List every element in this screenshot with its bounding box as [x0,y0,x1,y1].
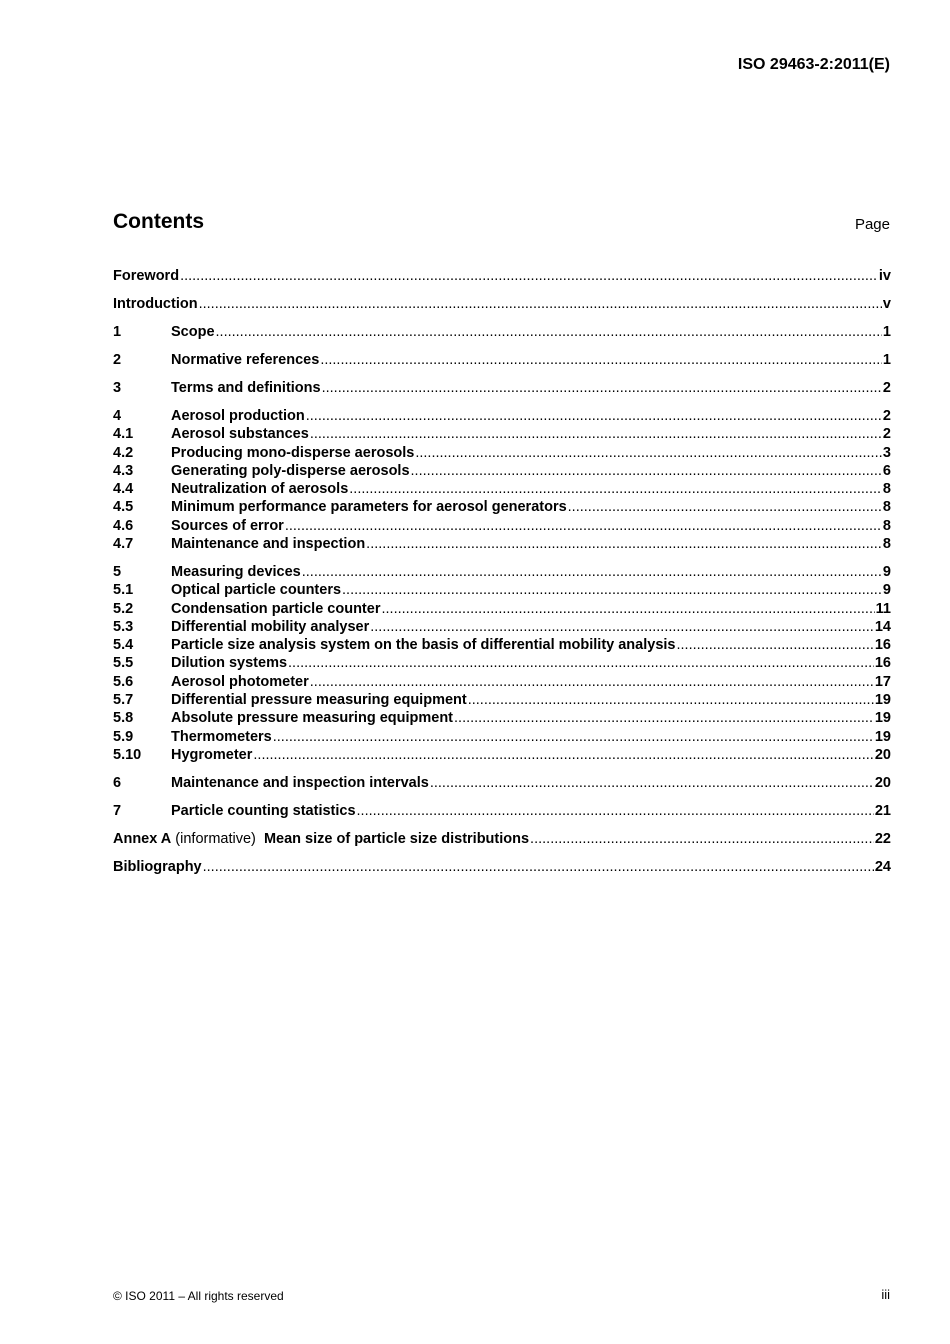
toc-entry-number: 5 [113,563,122,580]
toc-entry-title: Sources of error [171,517,284,534]
toc-dot-leader [381,601,874,617]
toc-entry-page: 8 [882,481,891,498]
toc-entry-title: Bibliography [113,858,202,875]
toc-entry-title: Aerosol photometer [171,673,309,690]
toc-entry-number: 2 [113,351,122,368]
toc-entry-title: Optical particle counters [171,582,342,599]
toc-entry[interactable] [113,426,891,444]
toc-entry-title: Particle size analysis system on the basis of differential mobility analysis [171,637,676,654]
toc-entry-title: Foreword [113,268,180,284]
toc-entry[interactable] [113,408,891,426]
toc-entry-page: 8 [882,499,891,516]
toc-entry-title: Thermometers [171,728,272,745]
toc-entry-page: 2 [882,407,891,424]
toc-entry-title: Minimum performance parameters for aerosol generators [171,499,567,516]
toc-entry-page: 16 [874,655,891,672]
toc-dot-leader [288,655,874,671]
toc-entry[interactable] [113,582,891,600]
toc-dot-leader [310,674,874,690]
toc-entry-page: 8 [882,536,891,552]
toc-entry-number: 4 [113,407,122,424]
toc-entry-number: 6 [113,774,122,791]
toc-dot-leader [430,775,874,791]
page-number: iii [881,1287,890,1302]
toc-entry[interactable] [113,710,891,728]
toc-dot-leader [357,803,874,819]
toc-entry-page: 9 [882,563,891,580]
toc-entry-page: 16 [874,637,891,654]
contents-heading: Contents [113,210,204,233]
toc-entry-number: 4.3 [113,462,134,479]
toc-entry-page: 2 [882,379,891,396]
annex-type: (informative) [171,830,264,847]
toc-entry-title: Dilution systems [171,655,288,672]
toc-entry-page: 17 [874,673,891,690]
toc-dot-leader [322,380,882,396]
toc-entry-page: 6 [882,462,891,479]
toc-entry-page: 22 [874,830,891,847]
annex-title: Mean size of particle size distributions [263,830,530,847]
toc-entry-page: 11 [875,600,891,617]
toc-dot-leader [454,710,874,726]
toc-entry[interactable] [113,831,891,849]
toc-dot-leader [216,324,882,340]
toc-entry-number: 5.3 [113,618,134,635]
toc-entry-title: Normative references [171,351,320,368]
toc-entry-title: Measuring devices [171,563,301,580]
toc-entry-number: 4.1 [113,426,134,443]
toc-entry-number: 1 [113,323,122,340]
toc-entry-number: 5.5 [113,655,134,672]
toc-entry[interactable] [113,655,891,673]
toc-entry-title: Absolute pressure measuring equipment [171,710,454,727]
toc-entry[interactable] [113,619,891,637]
toc-entry[interactable] [113,518,891,536]
toc-dot-leader [370,619,874,635]
toc-entry[interactable] [113,380,891,398]
toc-dot-leader [366,536,882,552]
toc-entry-page: 1 [882,351,891,368]
toc-entry-number: 5.8 [113,710,134,727]
toc-entry-page: 3 [882,444,891,461]
toc-entry[interactable] [113,324,891,342]
toc-entry-title: Terms and definitions [171,379,321,396]
toc-entry[interactable] [113,445,891,463]
toc-entry[interactable] [113,775,891,793]
toc-entry-title: Maintenance and inspection [171,536,366,552]
toc-entry[interactable] [113,674,891,692]
toc-entry-number: 4.4 [113,481,134,498]
toc-dot-leader [310,426,882,442]
document-id: ISO 29463-2:2011(E) [737,56,890,73]
toc-dot-leader [306,408,882,424]
toc-dot-leader [253,747,873,763]
toc-entry-page: 20 [874,746,891,763]
toc-entry-page: 9 [882,582,891,599]
toc-entry-page: 19 [874,728,891,745]
toc-entry-title [113,831,529,847]
toc-entry-number: 4.7 [113,536,134,552]
page-column-label: Page [854,216,890,233]
toc-dot-leader [320,352,882,368]
toc-entry-page: 21 [874,802,891,819]
toc-entry[interactable] [113,859,891,877]
table-of-contents [113,268,891,877]
toc-entry-number: 5.7 [113,692,134,709]
toc-entry-page: v [882,295,891,312]
toc-dot-leader [285,518,882,534]
toc-dot-leader [302,564,882,580]
toc-entry-page: 19 [874,710,891,727]
toc-entry-number: 5.9 [113,728,134,745]
toc-entry-page: 20 [874,774,891,791]
toc-entry[interactable] [113,729,891,747]
toc-dot-leader [530,831,874,847]
toc-entry-title: Differential mobility analyser [171,618,370,635]
toc-entry-page: 2 [882,426,891,443]
toc-entry[interactable] [113,564,891,582]
toc-entry-title: Particle counting statistics [171,802,356,819]
toc-entry-title: Introduction [113,295,198,312]
toc-dot-leader [342,582,882,598]
toc-entry-number: 4.5 [113,499,134,516]
toc-entry-number: 4.2 [113,444,134,461]
toc-dot-leader [349,481,882,497]
toc-dot-leader [180,268,878,284]
toc-entry-page: 1 [882,323,891,340]
toc-entry[interactable] [113,747,891,765]
toc-dot-leader [676,637,873,653]
toc-dot-leader [568,499,882,515]
copyright-notice: © ISO 2011 – All rights reserved [113,1289,284,1303]
toc-entry[interactable] [113,352,891,370]
toc-entry[interactable] [113,268,891,286]
toc-entry-title: Hygrometer [171,746,253,763]
toc-entry-title: Differential pressure measuring equipment [171,692,467,709]
toc-entry[interactable] [113,803,891,821]
toc-entry-number: 5.6 [113,673,134,690]
toc-entry-page: 8 [882,517,891,534]
toc-entry-title: Condensation particle counter [171,600,381,617]
toc-entry-title: Generating poly-disperse aerosols [171,462,410,479]
toc-entry[interactable] [113,692,891,710]
toc-entry[interactable] [113,481,891,499]
toc-entry-number: 5.2 [113,600,134,617]
toc-dot-leader [273,729,874,745]
toc-entry-page: 14 [874,618,891,635]
toc-entry-title: Producing mono-disperse aerosols [171,444,415,461]
toc-entry-number: 5.4 [113,637,134,654]
toc-entry-number: 4.6 [113,517,134,534]
toc-entry[interactable] [113,637,891,655]
toc-entry-number: 3 [113,379,122,396]
toc-entry-page: 24 [874,858,891,875]
toc-entry[interactable] [113,463,891,481]
toc-entry-title: Neutralization of aerosols [171,481,349,498]
toc-entry-number: 5.1 [113,582,134,599]
toc-entry-title: Aerosol production [171,407,305,424]
toc-entry[interactable] [113,296,891,314]
toc-entry-title: Scope [171,323,215,340]
toc-entry[interactable] [113,536,891,554]
toc-dot-leader [411,463,882,479]
toc-entry-number: 7 [113,802,122,819]
toc-dot-leader [415,445,882,461]
toc-entry[interactable] [113,601,891,619]
toc-entry-title: Aerosol substances [171,426,309,443]
toc-entry-number: 5.10 [113,746,142,763]
toc-dot-leader [468,692,874,708]
toc-entry-title: Maintenance and inspection intervals [171,774,429,791]
annex-label: Annex A [113,830,172,847]
toc-dot-leader [203,859,874,875]
toc-entry-page: 19 [874,692,891,709]
toc-entry-page: iv [878,268,891,284]
toc-dot-leader [199,296,882,312]
toc-entry[interactable] [113,499,891,517]
